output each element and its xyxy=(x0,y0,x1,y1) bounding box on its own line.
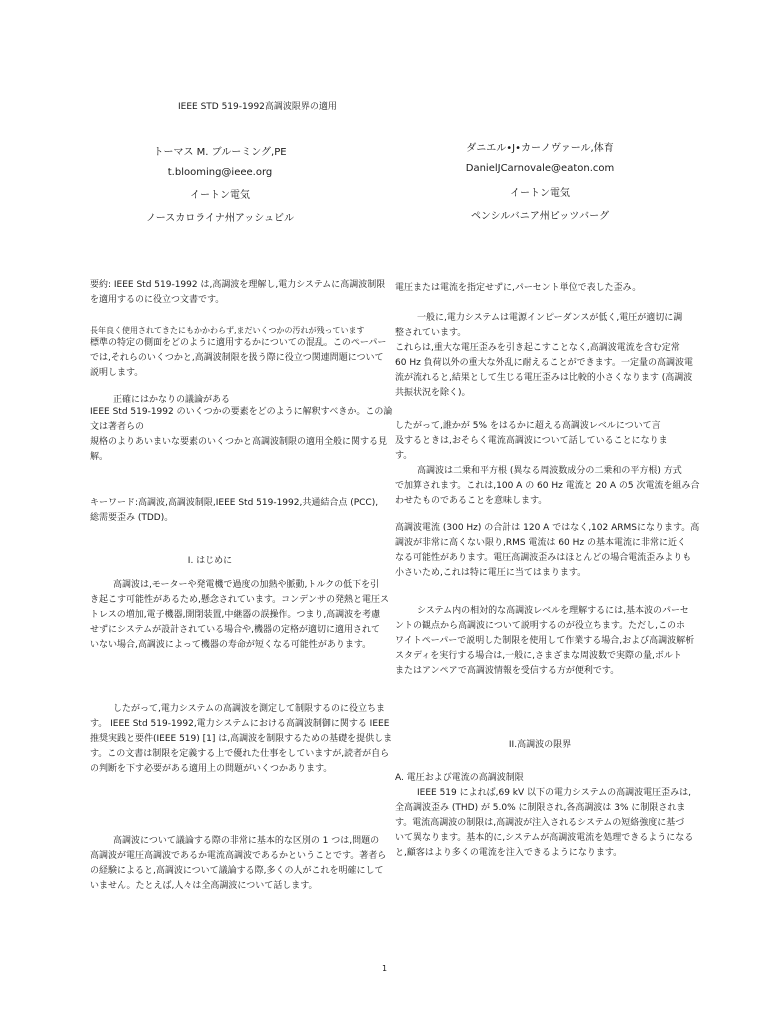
text-line: 小さいため,これは特に電圧に当てはまります。 xyxy=(395,568,587,578)
right-paragraph-6 xyxy=(395,604,694,679)
abstract-note: 長年良く使用されてきたにもかかわらず,まだいくつかの汚れが残っています xyxy=(90,326,365,335)
right-paragraph-7 xyxy=(395,786,693,861)
author-right-company: イートン電気 xyxy=(510,188,570,199)
text-line: したがって,電力システムの高調波を測定して制限するのに役立ちま xyxy=(113,704,385,714)
text-line: せずにシステムが設計されている場合や,機器の定格が適切に適用されて xyxy=(90,625,380,635)
text-line: 標準の特定の側面をどのように適用するかについての混乱。このペーパー xyxy=(90,338,387,348)
text-line: いて異なります。基本的に,システムが高調波電流を処理できるようになる xyxy=(395,833,694,843)
author-right-email: DanielJCarnovale@eaton.com xyxy=(465,163,615,174)
text-line: 高調波は,モーターや発電機で過度の加熱や脈動,トルクの低下を引 xyxy=(113,580,380,590)
text-line: 高調波電流 (300 Hz) の合計は 120 A ではなく,102 ARMSになります。高 xyxy=(395,523,700,533)
subsection-heading-voltage-current: A. 電圧および電流の高調波制限 xyxy=(395,773,524,783)
text-line: で加算されます。これは,100 A の 60 Hz 電流と 20 A の5 次電流を組み合 xyxy=(395,481,700,491)
text-line: と,顧客はより多くの電流を注入できるようになります。 xyxy=(395,848,623,858)
abstract-paragraph-2 xyxy=(90,336,386,381)
text-line: 説明します。 xyxy=(90,368,144,378)
text-line: 推奨実践と要件(IEEE 519) [1] は,高調波を制限するための基礎を提供しま xyxy=(90,734,393,744)
text-line: 規格のよりあいまいな要素のいくつかと高調波制限の適用全般に関する見 xyxy=(90,437,388,447)
text-line: 高調波は二乗和平方根 (異なる周波数成分の二乗和の平方根) 方式 xyxy=(417,466,682,476)
text-line: 一般に,電力システムは電源インピーダンスが低く,電圧が適切に調 xyxy=(417,313,683,323)
paper-title: IEEE STD 519-1992高調波限界の適用 xyxy=(178,102,337,112)
right-paragraph-3 xyxy=(395,419,668,464)
right-paragraph-5 xyxy=(395,521,699,581)
text-line: き起こす可能性があるため,懸念されています。コンデンサの発熱と電圧ス xyxy=(90,595,389,605)
text-line: の経験によると,高調波について議論する際,多くの人がこれを明確にして xyxy=(90,866,384,876)
text-line: IEEE Std 519-1992 のいくつかの要素をどのように解釈すべきか。この論 xyxy=(90,407,393,417)
abstract-paragraph-3 xyxy=(90,405,392,465)
author-left-location: ノースカロライナ州アッシュビル xyxy=(146,213,294,224)
author-right xyxy=(430,139,650,227)
author-right-location: ペンシルバニア州ピッツバーグ xyxy=(470,211,610,222)
text-line: したがって,誰かが 5% をはるかに超える高調波レベルについて言 xyxy=(395,421,661,431)
text-line: 要約: IEEE Std 519-1992 は,高調波を理解し,電力システムに高調波制限 xyxy=(90,280,386,290)
abstract-paragraph-3-lead: 正確にはかなりの議論がある xyxy=(113,395,231,405)
text-line: ントの観点から高調波について説明するのが役立ちます。ただし,このホ xyxy=(395,621,685,631)
author-left-name: トーマス M. ブルーミング,PE xyxy=(153,147,287,158)
intro-paragraph-3 xyxy=(90,834,386,894)
text-line: 解。 xyxy=(90,452,109,462)
section-heading-harmonic-limits: II.高調波の限界 xyxy=(508,740,572,750)
author-left-company: イートン電気 xyxy=(190,190,250,201)
text-line: いない場合,高調波によって機器の寿命が短くなる可能性があります。 xyxy=(90,640,372,650)
text-line: 調波が非常に高くない限り,RMS 電流は 60 Hz の基本電流に非常に近く xyxy=(395,538,686,548)
text-line: を適用するのに役立つ文書です。 xyxy=(90,295,225,305)
text-line: ワイトペーパーで説明した制限を使用して作業する場合,および高調波解析 xyxy=(395,636,695,646)
author-left-email: t.blooming@ieee.org xyxy=(167,167,273,178)
text-line: す。 xyxy=(395,451,413,461)
text-line: スタディを実行する場合は,一般に,さまざまな周波数で実際の量,ボルト xyxy=(395,651,682,661)
author-left xyxy=(110,143,330,229)
text-line: わせたものであることを意味します。 xyxy=(395,496,548,506)
right-paragraph-1: 電圧または電流を指定せずに,パーセント単位で表した歪み。 xyxy=(395,283,642,293)
text-line: の判断を下す必要がある適用上の問題がいくつかあります。 xyxy=(90,764,333,774)
text-line: 高調波について議論する際の非常に基本的な区別の 1 つは,問題の xyxy=(113,836,380,846)
text-line: 総需要歪み (TDD)。 xyxy=(90,513,174,523)
text-line: いません。たとえば,人々は全高調波について話します。 xyxy=(90,881,318,891)
right-paragraph-2 xyxy=(395,311,693,401)
text-line: 高調波が電圧高調波であるか電流高調波であるかということです。著者ら xyxy=(90,851,387,861)
text-line: これらは,重大な電圧歪みを引き起こすことなく,高調波電流を含む定常 xyxy=(395,343,680,353)
right-paragraph-4 xyxy=(395,464,700,509)
text-line: す。この文書は制限を定義する上で優れた仕事をしていますが,読者が自ら xyxy=(90,749,390,759)
text-line: またはアンペアで高調波情報を受信する方が便利です。 xyxy=(395,666,620,676)
text-line: 文は著者らの xyxy=(90,422,145,432)
section-heading-introduction: I. はじめに xyxy=(187,556,233,566)
text-line: 及するときは,おそらく電流高調波について話していることになりま xyxy=(395,436,668,446)
text-line: キーワード:高調波,高調波制限,IEEE Std 519-1992,共通結合点 (PCC), xyxy=(90,498,379,508)
text-line: 全高調波歪み (THD) が 5.0% に制限され,各高調波は 3% に制限されま xyxy=(395,803,686,813)
abstract xyxy=(90,278,385,308)
text-line: トレスの増加,電子機器,開閉装置,中継器の誤操作。つまり,高調波を考慮 xyxy=(90,610,381,620)
page-number: 1 xyxy=(382,964,388,973)
author-right-name: ダニエル•J•カーノヴァール,体育 xyxy=(466,143,614,154)
intro-paragraph-1 xyxy=(90,578,389,653)
keywords xyxy=(90,496,378,526)
text-line: す。 IEEE Std 519-1992,電力システムにおける高調波制御に関する IEEE xyxy=(90,719,390,729)
text-line: IEEE 519 によれば,69 kV 以下の電力システムの高調波電圧歪みは, xyxy=(417,788,691,798)
text-line: 60 Hz 負荷以外の重大な外乱に耐えることができます。一定量の高調波電 xyxy=(395,358,693,368)
text-line: では,それらのいくつかと,高調波制限を扱う際に役立つ関連問題について xyxy=(90,353,384,363)
text-line: なる可能性があります。電圧高調波歪みはほとんどの場合電流歪みよりも xyxy=(395,553,692,563)
text-line: システム内の相対的な高調波レベルを理解するには,基本波のパーセ xyxy=(417,606,689,616)
text-line: 流が流れると,結果として生じる電圧歪みは比較的小さくなります (高調波 xyxy=(395,373,693,383)
text-line: 共振状況を除く)。 xyxy=(395,388,471,398)
text-line: 整されています。 xyxy=(395,328,467,338)
text-line: す。電流高調波の制限は,高調波が注入されるシステムの短絡強度に基づ xyxy=(395,818,685,828)
intro-paragraph-2 xyxy=(90,702,392,777)
